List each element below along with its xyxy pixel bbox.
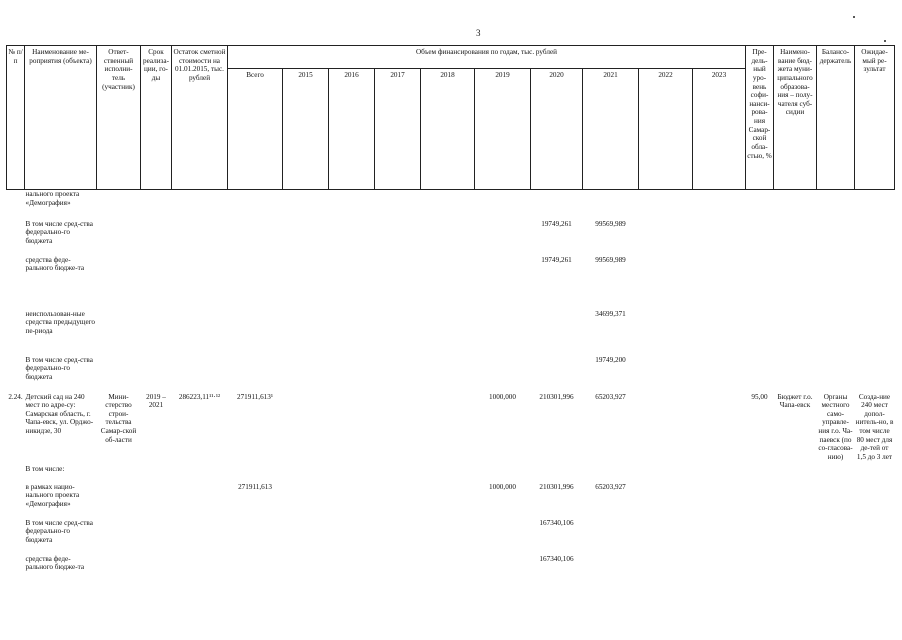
cell-name: В том числе сред-ства федерально-го бюджета — [25, 355, 93, 381]
cell-2019: 1000,000 — [489, 482, 516, 491]
cell-budget — [774, 256, 817, 310]
cell-budget — [774, 555, 817, 589]
cell-2017 — [375, 393, 421, 465]
cell-responsible — [97, 356, 141, 393]
cell-2022 — [639, 256, 693, 310]
cell-holder — [817, 310, 855, 356]
header-year-total: Всего — [228, 69, 283, 190]
cell-total — [228, 310, 283, 356]
cell-result — [855, 256, 895, 310]
cell-2022 — [639, 220, 693, 256]
cell-2019 — [475, 256, 531, 310]
cell-limit — [746, 190, 774, 220]
cell-name: неиспользован-ные средства предыдущего пе-риода — [25, 309, 96, 335]
cell-total — [228, 256, 283, 310]
header-name: Наименование ме-роприятия (объекта) — [25, 46, 97, 190]
header-year-2021: 2021 — [583, 69, 639, 190]
cell-limit — [746, 465, 774, 483]
cell-rest — [172, 220, 228, 256]
header-budget: Наимено-вание бюд-жета муни-ципального образова-ния – полу-чателя суб-сидии — [774, 46, 817, 190]
cell-responsible: Мини-стерство строи-тельства Самар-ской об-ласти — [100, 392, 137, 444]
cell-rest — [172, 555, 228, 589]
cell-term — [141, 555, 172, 589]
cell-num — [7, 555, 25, 589]
cell-rest — [172, 310, 228, 356]
cell-budget — [774, 190, 817, 220]
table-row — [7, 555, 895, 589]
cell-budget — [774, 519, 817, 555]
cell-responsible — [97, 256, 141, 310]
cell-2015 — [283, 393, 329, 465]
cell-2015 — [283, 555, 329, 589]
header-year-2020: 2020 — [531, 69, 583, 190]
cell-2021: 34699,371 — [595, 309, 626, 318]
cell-2021: 99569,989 — [595, 255, 626, 264]
cell-2018 — [421, 465, 475, 483]
cell-2018 — [421, 483, 475, 519]
header-year-2022: 2022 — [639, 69, 693, 190]
cell-result — [855, 465, 895, 483]
cell-result — [855, 190, 895, 220]
cell-2022 — [639, 393, 693, 465]
table-row — [7, 393, 895, 465]
cell-rest — [172, 356, 228, 393]
cell-2020 — [531, 310, 583, 356]
cell-responsible — [97, 465, 141, 483]
cell-result — [855, 220, 895, 256]
cell-holder — [817, 519, 855, 555]
cell-2018 — [421, 256, 475, 310]
cell-2015 — [283, 356, 329, 393]
cell-2015 — [283, 310, 329, 356]
header-year-2023: 2023 — [693, 69, 746, 190]
cell-2021 — [583, 555, 639, 589]
cell-2020: 167340,106 — [539, 554, 574, 563]
cell-num: 2.24. — [8, 392, 23, 401]
cell-2017 — [375, 483, 421, 519]
cell-result — [855, 483, 895, 519]
header-year-2019: 2019 — [475, 69, 531, 190]
cell-result — [855, 519, 895, 555]
header-result: Ожидае-мый ре-зультат — [855, 46, 895, 190]
cell-term: 2019 – 2021 — [146, 392, 166, 410]
cell-holder — [817, 256, 855, 310]
cell-total — [228, 555, 283, 589]
cell-2018 — [421, 310, 475, 356]
cell-responsible — [97, 220, 141, 256]
cell-name: нального проекта «Демография» — [25, 190, 80, 207]
cell-2022 — [639, 519, 693, 555]
cell-2019 — [475, 465, 531, 483]
header-holder: Балансо-держатель — [817, 46, 855, 190]
cell-term — [141, 256, 172, 310]
cell-2023 — [693, 519, 746, 555]
cell-2015 — [283, 483, 329, 519]
cell-2021: 65203,927 — [595, 482, 626, 491]
cell-holder — [817, 465, 855, 483]
cell-term — [141, 483, 172, 519]
cell-result — [855, 310, 895, 356]
cell-holder — [817, 483, 855, 519]
cell-term — [141, 519, 172, 555]
cell-limit — [746, 256, 774, 310]
cell-2020 — [531, 465, 583, 483]
table-row — [7, 465, 895, 483]
cell-limit: 95,00 — [751, 392, 768, 401]
cell-rest — [172, 483, 228, 519]
cell-limit — [746, 310, 774, 356]
cell-num — [7, 465, 25, 483]
header-responsible: Ответ-ственный исполни-тель (участник) — [97, 46, 141, 190]
header-year-2017: 2017 — [375, 69, 421, 190]
cell-2019: 1000,000 — [489, 392, 516, 401]
cell-rest — [172, 465, 228, 483]
cell-2017 — [375, 310, 421, 356]
cell-result — [855, 356, 895, 393]
cell-limit — [746, 519, 774, 555]
cell-2016 — [329, 465, 375, 483]
cell-holder — [817, 356, 855, 393]
cell-rest — [172, 519, 228, 555]
financing-table-wrapper — [6, 45, 894, 589]
cell-2016 — [329, 356, 375, 393]
table-row — [7, 356, 895, 393]
cell-total: 271911,613 — [238, 482, 272, 491]
cell-total — [228, 190, 283, 220]
scan-speck — [884, 40, 886, 42]
cell-2023 — [693, 483, 746, 519]
cell-2020: 19749,261 — [541, 219, 572, 228]
cell-2020: 210301,996 — [539, 482, 574, 491]
cell-num — [7, 356, 25, 393]
cell-name: Детский сад на 240 мест по адре-су: Самарская область, г. Чапа-евск, ул. Орджо-никидзе, 30 — [25, 392, 94, 436]
cell-2023 — [693, 310, 746, 356]
cell-num — [7, 310, 25, 356]
table-row — [7, 190, 895, 220]
cell-limit — [746, 483, 774, 519]
header-term: Срок реализа-ции, го-ды — [141, 46, 172, 190]
table-row — [7, 483, 895, 519]
cell-2020 — [531, 356, 583, 393]
cell-limit — [746, 220, 774, 256]
header-num: № п/п — [7, 46, 25, 190]
cell-2016 — [329, 393, 375, 465]
cell-result — [855, 555, 895, 589]
cell-name: В том числе сред-ства федерально-го бюджета — [25, 219, 93, 245]
cell-2015 — [283, 465, 329, 483]
cell-2018 — [421, 190, 475, 220]
cell-2022 — [639, 310, 693, 356]
page-number: 3 — [476, 28, 481, 38]
cell-2021: 99569,989 — [595, 219, 626, 228]
cell-total — [228, 519, 283, 555]
cell-2021 — [583, 519, 639, 555]
cell-2017 — [375, 256, 421, 310]
cell-term — [141, 465, 172, 483]
cell-2018 — [421, 555, 475, 589]
header-rest: Остаток сметной стоимости на 01.01.2015, тыс. рублей — [172, 46, 228, 190]
header-limit: Пре-дель-ный уро-вень софи-нанси-рова-ния Самар-ской обла-стью, % — [746, 46, 774, 190]
cell-2017 — [375, 356, 421, 393]
cell-limit — [746, 555, 774, 589]
cell-num — [7, 220, 25, 256]
cell-budget — [774, 483, 817, 519]
cell-2023 — [693, 220, 746, 256]
cell-holder: Органы местного само-управле-ния г.о. Ча-паевск (по со-гласова-нию) — [818, 392, 853, 461]
cell-budget: Бюджет г.о. Чапа-евск — [777, 392, 813, 410]
cell-2018 — [421, 356, 475, 393]
cell-holder — [817, 220, 855, 256]
cell-total — [228, 465, 283, 483]
cell-2015 — [283, 190, 329, 220]
cell-total — [228, 220, 283, 256]
cell-2018 — [421, 393, 475, 465]
cell-2020 — [531, 190, 583, 220]
header-year-2015: 2015 — [283, 69, 329, 190]
cell-budget — [774, 465, 817, 483]
cell-term — [141, 190, 172, 220]
cell-total — [228, 356, 283, 393]
cell-name: средства феде-рального бюдже-та — [25, 255, 85, 273]
table-row — [7, 310, 895, 356]
cell-holder — [817, 190, 855, 220]
cell-2015 — [283, 519, 329, 555]
cell-2021: 19749,200 — [595, 355, 626, 364]
cell-2023 — [693, 190, 746, 220]
cell-name: в рамках нацио-нального проекта «Демография» — [25, 482, 80, 508]
cell-limit — [746, 356, 774, 393]
cell-budget — [774, 356, 817, 393]
cell-2023 — [693, 256, 746, 310]
cell-2016 — [329, 310, 375, 356]
cell-2022 — [639, 555, 693, 589]
cell-name: средства феде-рального бюдже-та — [25, 554, 85, 572]
cell-budget — [774, 220, 817, 256]
cell-2023 — [693, 555, 746, 589]
cell-rest — [172, 256, 228, 310]
cell-2015 — [283, 220, 329, 256]
header-year-2016: 2016 — [329, 69, 375, 190]
cell-rest — [172, 190, 228, 220]
cell-2023 — [693, 356, 746, 393]
cell-2016 — [329, 190, 375, 220]
cell-num — [7, 519, 25, 555]
cell-2022 — [639, 356, 693, 393]
cell-2021: 65203,927 — [595, 392, 626, 401]
cell-responsible — [97, 555, 141, 589]
cell-2016 — [329, 483, 375, 519]
cell-2016 — [329, 519, 375, 555]
header-year-2018: 2018 — [421, 69, 475, 190]
cell-num — [7, 256, 25, 310]
cell-2017 — [375, 465, 421, 483]
cell-2019 — [475, 310, 531, 356]
cell-2022 — [639, 465, 693, 483]
cell-2017 — [375, 555, 421, 589]
cell-budget — [774, 310, 817, 356]
table-row — [7, 256, 895, 310]
cell-responsible — [97, 519, 141, 555]
cell-result: Созда-ние 240 мест допол-нитель-но, в том числе 80 мест для де-тей от 1,5 до 3 лет — [855, 392, 894, 461]
cell-responsible — [97, 483, 141, 519]
cell-2019 — [475, 555, 531, 589]
cell-term — [141, 356, 172, 393]
cell-2019 — [475, 220, 531, 256]
cell-2021 — [583, 465, 639, 483]
cell-holder — [817, 555, 855, 589]
cell-2019 — [475, 519, 531, 555]
cell-2017 — [375, 519, 421, 555]
cell-2015 — [283, 256, 329, 310]
cell-name: В том числе: — [25, 464, 65, 473]
scan-speck — [853, 16, 855, 18]
cell-responsible — [97, 190, 141, 220]
cell-num — [7, 483, 25, 519]
cell-responsible — [97, 310, 141, 356]
cell-2016 — [329, 220, 375, 256]
cell-2017 — [375, 220, 421, 256]
cell-2022 — [639, 190, 693, 220]
cell-rest: 286223,11¹¹·¹² — [178, 392, 221, 401]
cell-term — [141, 310, 172, 356]
cell-name: В том числе сред-ства федерально-го бюджета — [25, 518, 93, 544]
financing-table — [6, 45, 895, 589]
cell-2020: 167340,106 — [539, 518, 574, 527]
cell-2016 — [329, 555, 375, 589]
cell-2020: 19749,261 — [541, 255, 572, 264]
cell-2023 — [693, 393, 746, 465]
table-row — [7, 220, 895, 256]
cell-term — [141, 220, 172, 256]
cell-2017 — [375, 190, 421, 220]
cell-2018 — [421, 519, 475, 555]
cell-2018 — [421, 220, 475, 256]
cell-2020: 210301,996 — [539, 392, 574, 401]
cell-total: 271911,613¹ — [236, 392, 274, 401]
cell-2021 — [583, 190, 639, 220]
cell-num — [7, 190, 25, 220]
cell-2016 — [329, 256, 375, 310]
cell-2022 — [639, 483, 693, 519]
cell-2019 — [475, 356, 531, 393]
cell-2019 — [475, 190, 531, 220]
table-row — [7, 519, 895, 555]
cell-2023 — [693, 465, 746, 483]
header-volume: Объем финансирования по годам, тыс. рублей — [228, 46, 746, 69]
